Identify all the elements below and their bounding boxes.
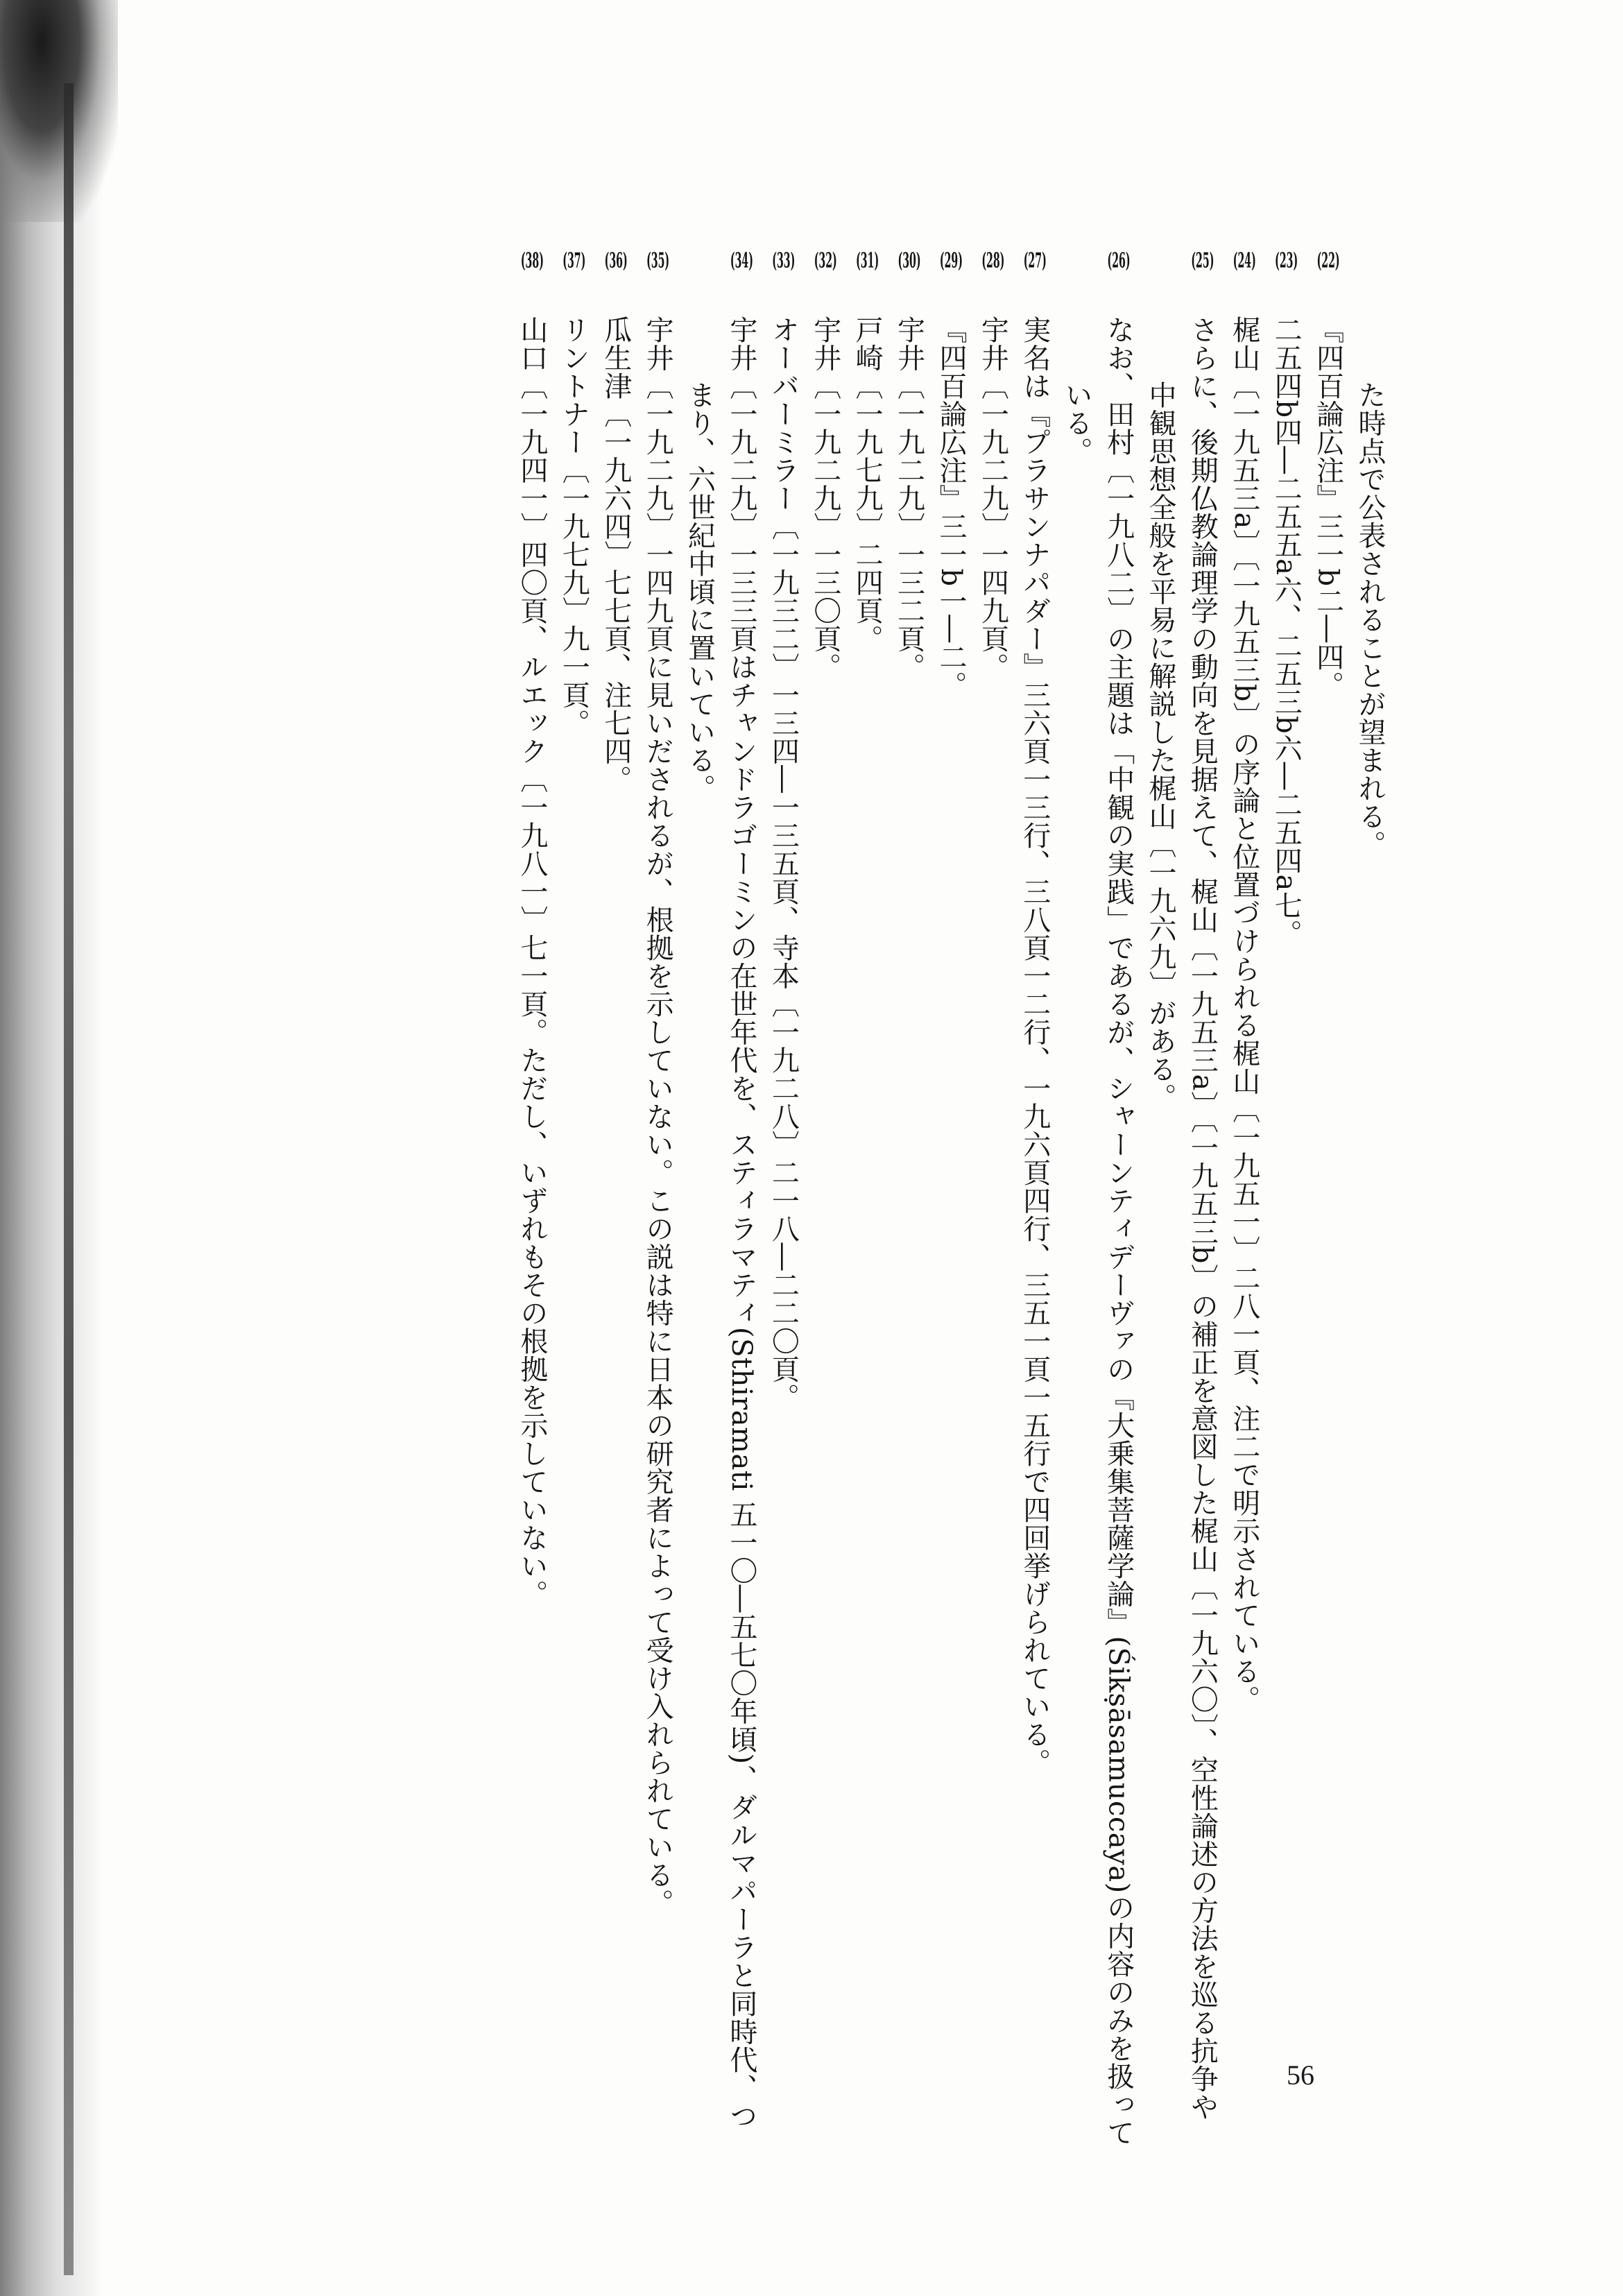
page-number: 56 (1287, 2059, 1314, 2091)
note-text: た時点で公表されることが望まれる。 (1354, 381, 1386, 859)
note-text: 宇井〔一九二九〕一四九頁に見いだされるが、根拠を示していない。この説は特に日本の研究者によって受け入れられている。 (642, 316, 674, 1917)
note-item: (30)宇井〔一九二九〕一三二頁。 (893, 250, 925, 681)
note-item: (37)リントナー〔一九七九〕九一頁。 (558, 250, 590, 737)
note-item: (23)二五四b四―二五五a六、二五三b六―二五四a七。 (1270, 250, 1303, 948)
note-item: (31)戸崎〔一九七九〕二四頁。 (851, 250, 884, 653)
note-item: (32)宇井〔一九二九〕一三〇頁。 (809, 250, 841, 681)
note-text: 戸崎〔一九七九〕二四頁。 (851, 316, 884, 653)
note-item: (34)宇井〔一九二九〕一三三頁はチャンドラゴーミンの在世年代を、スティラマティ(Sthiramati 五一〇―五七〇年頃)、ダルマパーラと同時代、つまり、六世紀中頃に置いている。 (683, 250, 757, 2130)
note-text: 『四百論広注』三一b二―四。 (1312, 316, 1344, 699)
note-item: (29)『四百論広注』三一b一―二。 (934, 250, 967, 699)
note-item: (38)山口〔一九四一〕四〇頁、ルエック〔一九八一〕七一頁。ただし、いずれもその根拠を示していない。 (515, 250, 548, 1608)
note-text: なお、田村〔一九八二〕の主題は「中観の実践」であるが、シャーンティデーヴァの『大乗集菩薩学論』(Śikṣāsamuccaya)の内容のみを扱っている。 (1060, 316, 1135, 2147)
note-item: (35)宇井〔一九二九〕一四九頁に見いだされるが、根拠を示していない。この説は特に日本の研究者によって受け入れられている。 (642, 250, 674, 1917)
note-text: 二五四b四―二五五a六、二五三b六―二五四a七。 (1270, 316, 1303, 948)
note-item: (25)さらに、後期仏教論理学の動向を見据えて、梶山〔一九五三a〕〔一九五三b〕の補正を意図した梶山〔一九六〇〕、空性論述の方法を巡る抗争や中観思想全般を平易に解説した梶山〔一九六九〕がある。 (1144, 250, 1219, 2121)
note-item: (36)瓜生津〔一九六四〕七七頁、注七四。 (599, 250, 632, 794)
note-text: 梶山〔一九五三a〕〔一九五三b〕の序論と位置づけられる梶山〔一九五一〕二八一頁、注二で明示されている。 (1228, 316, 1260, 1713)
note-text: 宇井〔一九二九〕一三三頁はチャンドラゴーミンの在世年代を、スティラマティ(Sthiramati 五一〇―五七〇年頃)、ダルマパーラと同時代、つまり、六世紀中頃に置いている。 (683, 316, 757, 2130)
note-item (1349, 316, 1391, 2147)
note-text: 宇井〔一九二九〕一四九頁。 (977, 316, 1009, 681)
endnotes-block (510, 250, 1391, 2147)
note-item: (24)梶山〔一九五三a〕〔一九五三b〕の序論と位置づけられる梶山〔一九五一〕二八一頁、注二で明示されている。 (1228, 250, 1260, 1713)
note-item: (28)宇井〔一九二九〕一四九頁。 (977, 250, 1009, 681)
note-text: 山口〔一九四一〕四〇頁、ルエック〔一九八一〕七一頁。ただし、いずれもその根拠を示していない。 (515, 316, 548, 1608)
note-item: (22)『四百論広注』三一b二―四。 (1312, 250, 1344, 699)
note-text: オーバーミラー〔一九三二〕一三四―一三五頁、寺本〔一九二八〕二一八―二二〇頁。 (767, 316, 800, 1412)
note-text: 『四百論広注』三一b一―二。 (934, 316, 967, 699)
note-item: (26)なお、田村〔一九八二〕の主題は「中観の実践」であるが、シャーンティデーヴァの『大乗集菩薩学論』(Śikṣāsamuccaya)の内容のみを扱っている。 (1060, 250, 1135, 2147)
note-item: (33)オーバーミラー〔一九三二〕一三四―一三五頁、寺本〔一九二八〕二一八―二二〇頁。 (767, 250, 800, 1412)
note-item: (27)実名は『プラサンナパダー』三六頁一三行、三八頁一二行、一九六頁四行、三五一頁一五行で四回挙げられている。 (1018, 250, 1051, 1776)
note-text: 瓜生津〔一九六四〕七七頁、注七四。 (599, 316, 632, 794)
note-text: 宇井〔一九二九〕一三〇頁。 (809, 316, 841, 681)
note-text: さらに、後期仏教論理学の動向を見据えて、梶山〔一九五三a〕〔一九五三b〕の補正を意図した梶山〔一九六〇〕、空性論述の方法を巡る抗争や中観思想全般を平易に解説した梶山〔一九六九〕がある。 (1144, 316, 1219, 2121)
note-text: 宇井〔一九二九〕一三二頁。 (893, 316, 925, 681)
note-text: リントナー〔一九七九〕九一頁。 (558, 316, 590, 737)
scan-binding-line (64, 83, 74, 2275)
note-text: 実名は『プラサンナパダー』三六頁一三行、三八頁一二行、一九六頁四行、三五一頁一五行で四回挙げられている。 (1018, 316, 1051, 1776)
scan-corner-shadow (0, 0, 118, 222)
scan-shadow-edge (0, 0, 104, 2296)
